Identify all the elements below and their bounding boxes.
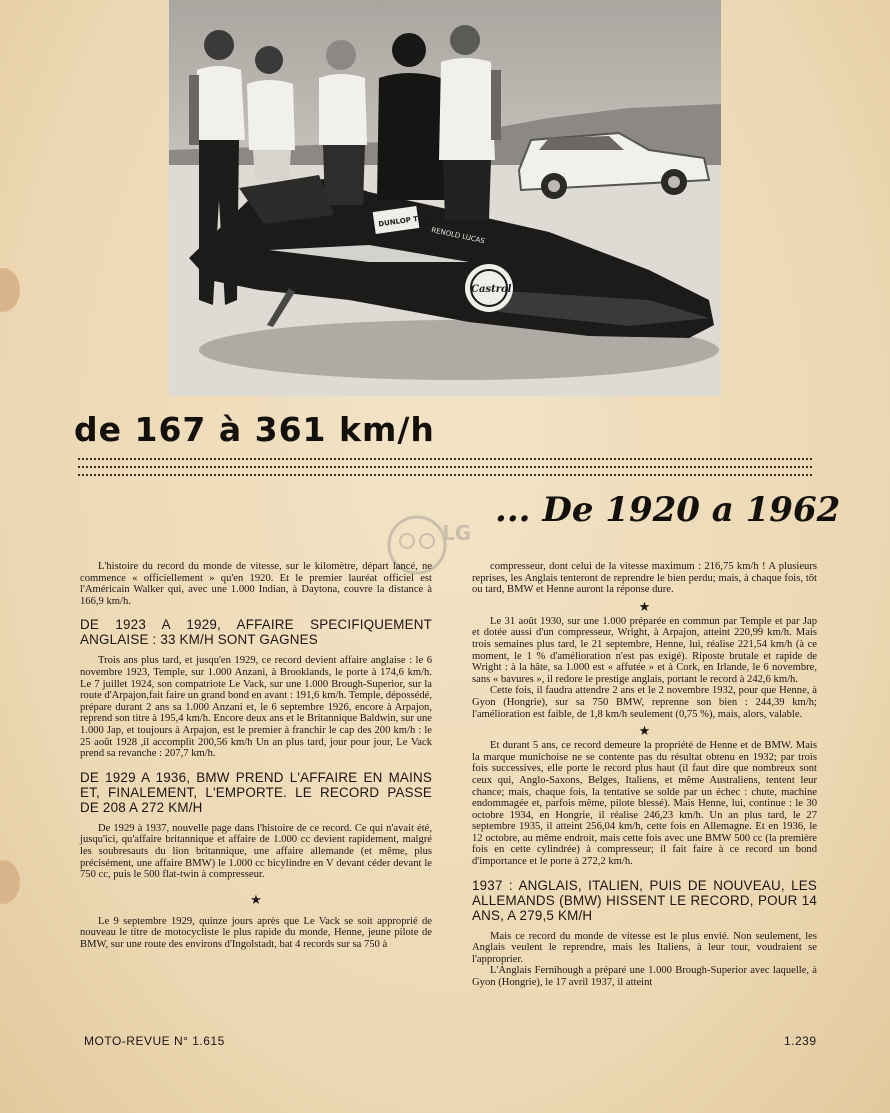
star-separator-icon: ★: [638, 723, 651, 739]
dunlop-decal-text: DUNLOP TIRES: [377, 212, 437, 229]
page-number: 1.239: [784, 1034, 817, 1048]
dotted-rule: [78, 466, 812, 468]
binding-hole: [0, 268, 20, 312]
section-heading-1929: DE 1929 A 1936, BMW PREND L'AFFAIRE EN MAINS ET, FINALEMENT, L'EMPORTE. LE RECORD PASSE DE 208 A 272 KM/H: [80, 769, 432, 815]
right-column: [472, 561, 817, 989]
magazine-issue: MOTO-REVUE N° 1.615: [84, 1034, 225, 1048]
section-heading-1937: 1937 : ANGLAIS, ITALIEN, PUIS DE NOUVEAU, LES ALLEMANDS (BMW) HISSENT LE RECORD, POUR 14 ANS, A 279,5 KM/H: [472, 877, 817, 923]
headline: de 167 à 361 km/h: [74, 410, 435, 449]
person-4-rider: [377, 33, 445, 200]
paragraph: Trois ans plus tard, et jusqu'en 1929, ce record devient affaire anglaise : le 6 novembre 1923, Temple, sur 1.000 Anzani, à Brooklands, le porte à 174,6 km/h. Le 7 juillet 1924, son compatriote Le Vack, sur une 1.000 Brough-Superior, sur la route d'Arpajon,fait faire un grand bond en avant : 191,6 km/h. Temple, dépossédé, prépare durant 2 ans sa 1.000 Anzani et, le 6 septembre 1926, encore à Arpajon, reprend son titre à 195,4 km/h. Encore deux ans et le Britannique Baldwin, sur une 1.000 Jap, et toujours à Arpajon, est le premier à franchir le cap des 200 km/h : le 25 août 1928 ,il accomplit 200,56 km/h Un an plus tard, jour pour jour, Le Vack prend sa revanche : 207,7 km/h.: [80, 655, 432, 760]
paragraph: L'Anglais Fernihough a préparé une 1.000 Brough-Superior avec laquelle, à Gyon (Hongrie), le 17 avril 1937, il atteint: [472, 965, 817, 989]
person-2: [247, 46, 295, 180]
record-team-photo: [169, 0, 721, 396]
binding-hole: [0, 860, 20, 904]
paragraph: Le 9 septembre 1929, quinze jours après que Le Vack se soit approprié de nouveau le titre de motocycliste le plus rapide du monde, Henne, jeune pilote de BMW, sur une route des environs d'Ingolstadt, bat 4 records sur sa 750 à: [80, 915, 432, 950]
paragraph: Mais ce record du monde de vitesse est le plus envié. Non seulement, les Anglais veulent le reprendre, mais les Italiens, à leur tour, voudraient se l'approprier.: [472, 930, 817, 965]
paragraph: Cette fois, il faudra attendre 2 ans et le 2 novembre 1932, pour que Henne, à Gyon (Hongrie), sur sa 750 BMW, reprenne son bien : 244,39 km/h; l'amélioration est faible, de 1,8 km/h seulement (0,75 %), mais, alors, valable.: [472, 685, 817, 720]
paragraph: compresseur, dont celui de la vitesse maximum : 216,75 km/h ! A plusieurs reprises, les Anglais tenteront de reprendre le bien perdu; mais, à chaque fois, tôt ou tard, BMW et Henne auront la réponse dure.: [472, 561, 817, 596]
castrol-decal-text: Castrol: [471, 284, 512, 295]
dotted-rule: [78, 474, 812, 476]
star-separator-icon: ★: [250, 891, 262, 907]
paragraph: Et durant 5 ans, ce record demeure la propriété de Henne et de BMW. Mais la marque munichoise ne se contente pas du résultat obtenu en 1932; par trois fois successives, elle porte le record plus haut (il faut dire que nombreux sont ceux qui, Anglo-Saxons, Belges, Italiens, et même Australiens, tentent leur chance; mais, chaque fois, la tentative se solde par un échec : chute, machine endommagée et, parfois même, pilote blessé). Mais Henne, lui, continue : le 30 octobre 1934, en Hongrie, il réalise 246,23 km/h. Un an plus tard, le 27 septembre 1935, il atteint 256,04 km/h, cette fois en Allemagne. Et en 1936, le 12 octobre, au même endroit, mais cette fois avec une BMW 500 cc (la première fois en cette cylindrée) à compresseur; il fait faire à ce record un bond d'importance et le porte à 272,2 km/h.: [472, 740, 817, 868]
paragraph: De 1929 à 1937, nouvelle page dans l'histoire de ce record. Ce qui n'avait été, jusqu'ici, qu'affaire britannique et affaire de 1.000 cc devient rapidement, malgré les soubresauts du lion britannique, une affaire allemande (et même, plus précisément, une affaire BMW) le 1.000 cc bicylindre en V devant céder devant le 750 cc, puis le 500 flat-twin à compresseur.: [80, 822, 432, 881]
paragraph: Le 31 août 1930, sur une 1.000 préparée en commun par Temple et par Jap et dotée aussi d'un compresseur, Wright, à Arpajon, atteint 220,99 km/h. Mais trois semaines plus tard, le 21 septembre, Henne, lui, réalise 221,54 km/h (à ce moment, le 1 % d'amélioration n'est pas exigé). Riposte brutale et rapide de Wright : à la hâte, sa 1.000 est « affutée » et à Cork, en Irlande, le 6 novembre, sans « bavures », il redore le prestige anglais, portant le record à 242,6 km/h.: [472, 615, 817, 685]
intro-paragraph: L'histoire du record du monde de vitesse, sur le kilomètre, départ lancé, ne commence « officiellement » qu'en 1920. Et le premier lauréat officiel est l'Américain Walker qui, avec une 1.000 Indian, à Daytona, couvre la distance à 166,9 km/h.: [80, 561, 432, 607]
left-column: [80, 561, 432, 950]
dotted-rule: [78, 458, 812, 460]
section-heading-1923: DE 1923 A 1929, AFFAIRE SPECIFIQUEMENT ANGLAISE : 33 KM/H SONT GAGNES: [80, 617, 432, 648]
watermark-text: LG: [442, 521, 472, 545]
renold-decal-text: RENOLD LUCAS: [430, 226, 486, 246]
star-separator-icon: ★: [638, 598, 651, 614]
subhead: ... De 1920 a 1962: [495, 490, 841, 530]
person-3: [319, 40, 367, 205]
